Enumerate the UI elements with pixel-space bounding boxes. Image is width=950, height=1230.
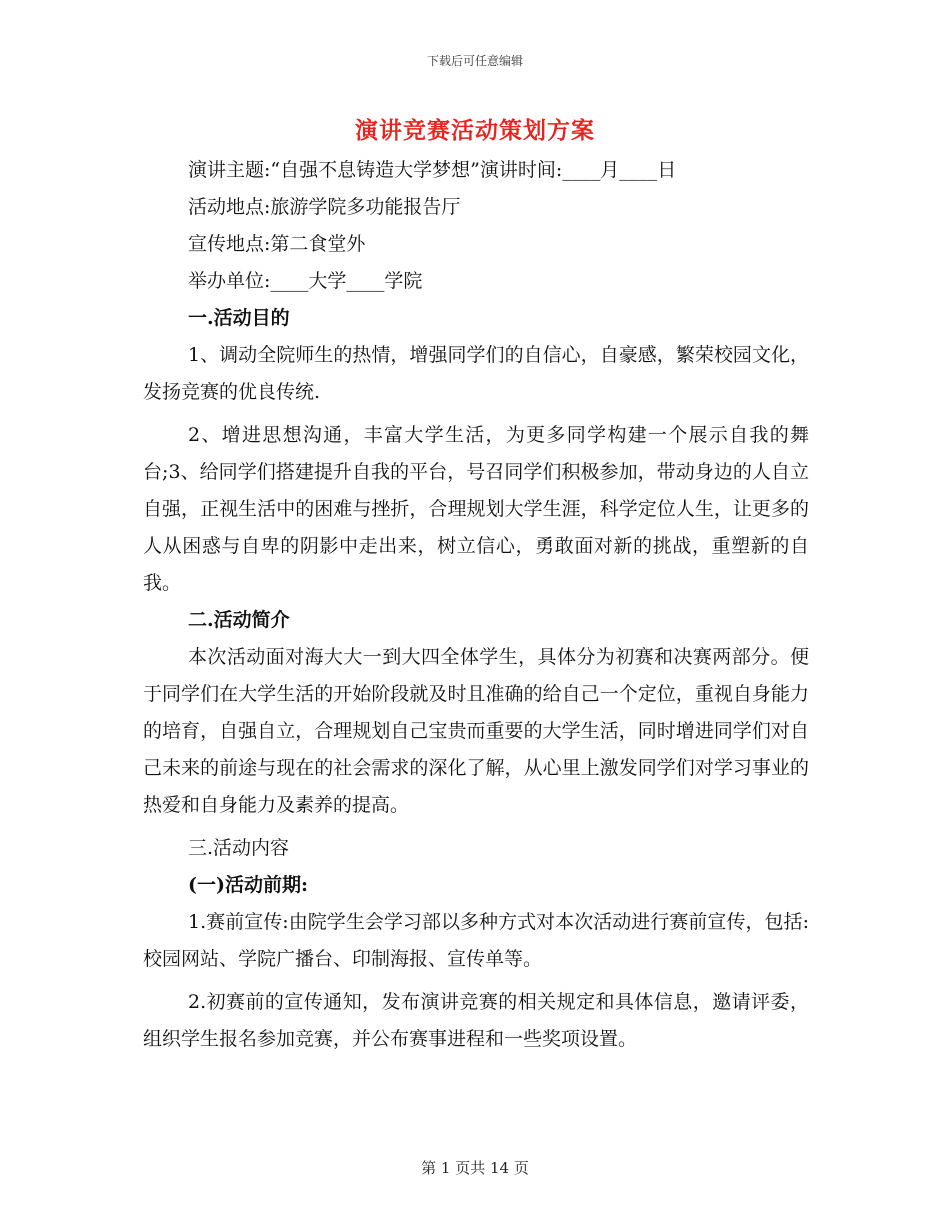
info-line-organizer: 举办单位:____大学____学院 xyxy=(188,270,423,292)
subsection-heading-pre-event: (一)活动前期: xyxy=(188,874,308,896)
document-title: 演讲竞赛活动策划方案 xyxy=(355,117,595,144)
paragraph-intro: 本次活动面对海大大一到大四全体学生，具体分为初赛和决赛两部分。便于同学们在大学生活的开始阶段就及时且准确的给自己一个定位，重视自身能力的培育，自强自立，合理规划自己宝贵而重要的大学生活，同时增进同学们对自己未来的前途与现在的社会需求的深化了解，从心里上激发同学们对学习事业的热爱和自身能力及素养的提高。 xyxy=(143,646,809,816)
paragraph-content-2: 2.初赛前的宣传通知，发布演讲竞赛的相关规定和具体信息，邀请评委，组织学生报名参加竞赛，并公布赛事进程和一些奖项设置。 xyxy=(143,991,809,1050)
paragraph-content-1: 1.赛前宣传:由院学生会学习部以多种方式对本次活动进行赛前宣传，包括:校园网站、学院广播台、印制海报、宣传单等。 xyxy=(143,911,809,970)
section-heading-intro: 二.活动简介 xyxy=(188,609,290,631)
section-heading-purpose: 一.活动目的 xyxy=(188,307,290,329)
paragraph-purpose-1: 1、调动全院师生的热情，增强同学们的自信心，自豪感，繁荣校园文化，发扬竞赛的优良传统. xyxy=(143,344,809,403)
section-heading-content: 三.活动内容 xyxy=(188,837,290,859)
document-body xyxy=(143,152,809,1058)
info-line-promo-place: 宣传地点:第二食堂外 xyxy=(188,233,366,255)
page-header-note: 下载后可任意编辑 xyxy=(426,54,523,68)
page-number: 第 1 页共 14 页 xyxy=(421,1159,529,1177)
info-line-venue: 活动地点:旅游学院多功能报告厅 xyxy=(188,196,461,218)
paragraph-purpose-2: 2、增进思想沟通，丰富大学生活，为更多同学构建一个展示自我的舞台;3、给同学们搭建提升自我的平台，号召同学们积极参加，带动身边的人自立自强，正视生活中的困难与挫折，合理规划大学生涯，科学定位人生，让更多的人从困惑与自卑的阴影中走出来，树立信心，勇敢面对新的挑战，重塑新的自我。 xyxy=(143,424,809,594)
info-line-topic: 演讲主题:“自强不息铸造大学梦想”演讲时间:____月____日 xyxy=(188,159,677,181)
